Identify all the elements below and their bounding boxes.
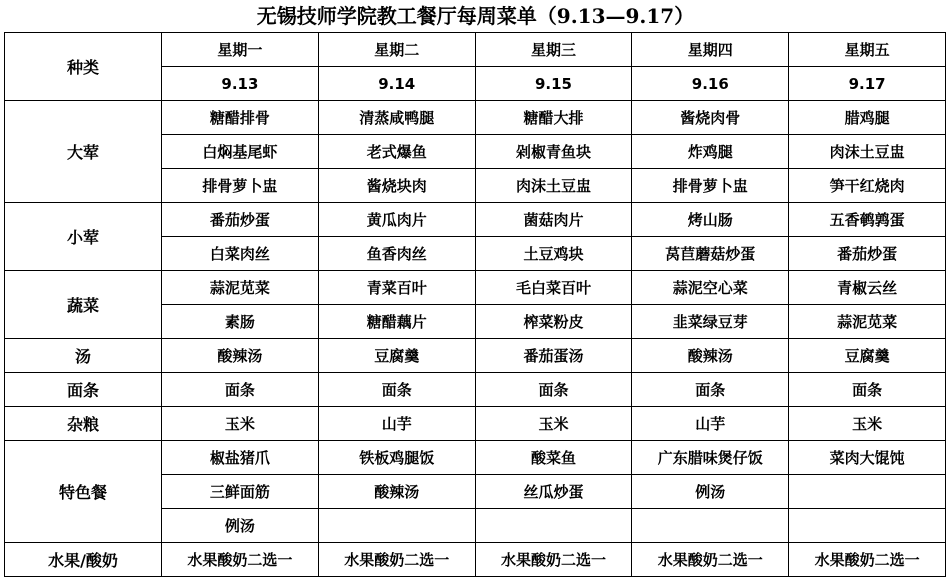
dish-cell: 水果酸奶二选一 xyxy=(632,543,789,577)
dish-cell: 炸鸡腿 xyxy=(632,135,789,169)
category-label-cell: 特色餐 xyxy=(5,441,162,543)
dish-cell: 菜肉大馄饨 xyxy=(789,441,946,475)
dish-cell: 玉米 xyxy=(475,407,632,441)
dish-cell xyxy=(789,509,946,543)
dish-cell: 清蒸咸鸭腿 xyxy=(318,101,475,135)
dish-cell: 玉米 xyxy=(162,407,319,441)
menu-row xyxy=(5,407,946,441)
dish-cell xyxy=(789,475,946,509)
weekly-menu-table xyxy=(4,32,946,577)
dish-cell: 面条 xyxy=(475,373,632,407)
dish-cell: 肉沫土豆盅 xyxy=(789,135,946,169)
dish-cell: 排骨萝卜盅 xyxy=(162,169,319,203)
dish-cell xyxy=(318,509,475,543)
dish-cell: 面条 xyxy=(789,373,946,407)
dish-cell: 山芋 xyxy=(632,407,789,441)
dish-cell: 水果酸奶二选一 xyxy=(475,543,632,577)
dish-cell: 白菜肉丝 xyxy=(162,237,319,271)
dish-cell: 蒜泥空心菜 xyxy=(632,271,789,305)
dish-cell xyxy=(475,509,632,543)
dish-cell: 鱼香肉丝 xyxy=(318,237,475,271)
weekday-header-cell: 星期四 xyxy=(632,33,789,67)
dish-cell: 糖醋大排 xyxy=(475,101,632,135)
dish-cell: 莴苣蘑菇炒蛋 xyxy=(632,237,789,271)
dish-cell: 老式爆鱼 xyxy=(318,135,475,169)
dish-cell: 面条 xyxy=(632,373,789,407)
date-header-cell: 9.16 xyxy=(632,67,789,101)
dish-cell: 榨菜粉皮 xyxy=(475,305,632,339)
header-row-weekday xyxy=(5,33,946,67)
dish-cell: 酱烧肉骨 xyxy=(632,101,789,135)
dish-cell: 腊鸡腿 xyxy=(789,101,946,135)
dish-cell: 番茄蛋汤 xyxy=(475,339,632,373)
menu-row xyxy=(5,339,946,373)
weekday-header-cell: 星期一 xyxy=(162,33,319,67)
dish-cell: 肉沫土豆盅 xyxy=(475,169,632,203)
dish-cell: 例汤 xyxy=(162,509,319,543)
category-label-cell: 面条 xyxy=(5,373,162,407)
dish-cell: 白焖基尾虾 xyxy=(162,135,319,169)
dish-cell: 水果酸奶二选一 xyxy=(162,543,319,577)
dish-cell: 丝瓜炒蛋 xyxy=(475,475,632,509)
category-label-cell: 汤 xyxy=(5,339,162,373)
dish-cell: 青菜百叶 xyxy=(318,271,475,305)
dish-cell: 酸辣汤 xyxy=(632,339,789,373)
dish-cell: 酸菜鱼 xyxy=(475,441,632,475)
dish-cell: 酸辣汤 xyxy=(162,339,319,373)
menu-row xyxy=(5,441,946,475)
dish-cell xyxy=(632,509,789,543)
weekday-header-cell: 星期五 xyxy=(789,33,946,67)
category-label-cell: 杂粮 xyxy=(5,407,162,441)
dish-cell: 水果酸奶二选一 xyxy=(789,543,946,577)
weekday-header-cell: 星期三 xyxy=(475,33,632,67)
dish-cell: 黄瓜肉片 xyxy=(318,203,475,237)
dish-cell: 韭菜绿豆芽 xyxy=(632,305,789,339)
dish-cell: 青椒云丝 xyxy=(789,271,946,305)
dish-cell: 蒜泥苋菜 xyxy=(789,305,946,339)
date-header-cell: 9.17 xyxy=(789,67,946,101)
dish-cell: 山芋 xyxy=(318,407,475,441)
dish-cell: 排骨萝卜盅 xyxy=(632,169,789,203)
dish-cell: 例汤 xyxy=(632,475,789,509)
menu-row xyxy=(5,101,946,135)
category-label-cell: 小荤 xyxy=(5,203,162,271)
menu-row xyxy=(5,203,946,237)
dish-cell: 酱烧块肉 xyxy=(318,169,475,203)
dish-cell: 面条 xyxy=(318,373,475,407)
category-label-cell: 水果/酸奶 xyxy=(5,543,162,577)
weekday-header-cell: 星期二 xyxy=(318,33,475,67)
dish-cell: 土豆鸡块 xyxy=(475,237,632,271)
page-title: 无锡技师学院教工餐厅每周菜单（9.13—9.17） xyxy=(256,4,695,28)
date-header-cell: 9.14 xyxy=(318,67,475,101)
category-label-cell: 大荤 xyxy=(5,101,162,203)
menu-row xyxy=(5,373,946,407)
dish-cell: 水果酸奶二选一 xyxy=(318,543,475,577)
dish-cell: 玉米 xyxy=(789,407,946,441)
dish-cell: 铁板鸡腿饭 xyxy=(318,441,475,475)
dish-cell: 糖醋藕片 xyxy=(318,305,475,339)
menu-row xyxy=(5,271,946,305)
dish-cell: 毛白菜百叶 xyxy=(475,271,632,305)
menu-row xyxy=(5,543,946,577)
dish-cell: 笋干红烧肉 xyxy=(789,169,946,203)
dish-cell: 素肠 xyxy=(162,305,319,339)
dish-cell: 蒜泥苋菜 xyxy=(162,271,319,305)
dish-cell: 烤山肠 xyxy=(632,203,789,237)
dish-cell: 豆腐羹 xyxy=(789,339,946,373)
category-label-cell: 蔬菜 xyxy=(5,271,162,339)
dish-cell: 广东腊味煲仔饭 xyxy=(632,441,789,475)
category-header-cell: 种类 xyxy=(5,33,162,101)
dish-cell: 番茄炒蛋 xyxy=(789,237,946,271)
dish-cell: 三鲜面筋 xyxy=(162,475,319,509)
dish-cell: 剁椒青鱼块 xyxy=(475,135,632,169)
date-header-cell: 9.13 xyxy=(162,67,319,101)
dish-cell: 酸辣汤 xyxy=(318,475,475,509)
dish-cell: 菌菇肉片 xyxy=(475,203,632,237)
dish-cell: 椒盐猪爪 xyxy=(162,441,319,475)
dish-cell: 糖醋排骨 xyxy=(162,101,319,135)
dish-cell: 面条 xyxy=(162,373,319,407)
dish-cell: 五香鹌鹑蛋 xyxy=(789,203,946,237)
dish-cell: 豆腐羹 xyxy=(318,339,475,373)
date-header-cell: 9.15 xyxy=(475,67,632,101)
dish-cell: 番茄炒蛋 xyxy=(162,203,319,237)
